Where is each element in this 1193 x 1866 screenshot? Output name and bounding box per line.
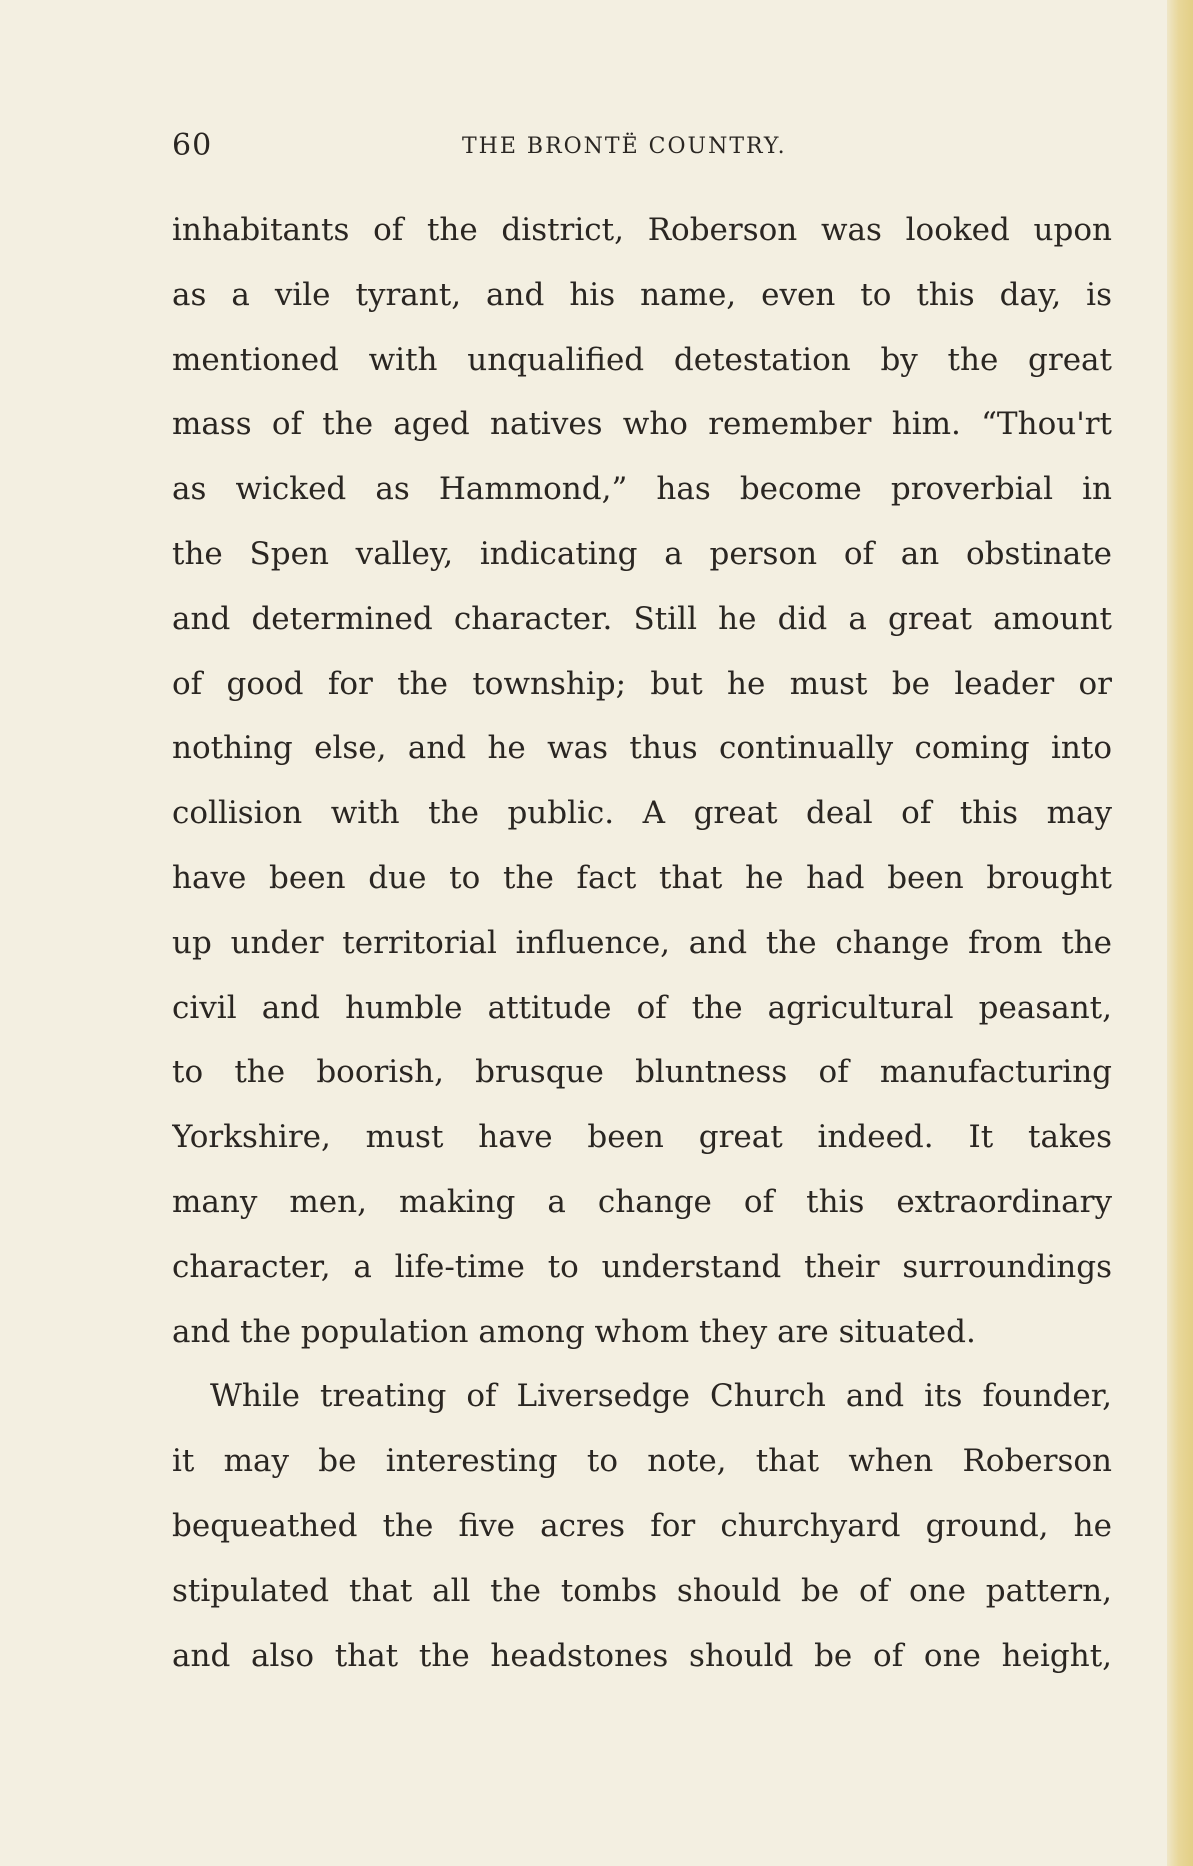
text-line: and the population among whom they are situated.	[172, 1313, 976, 1350]
text-line: have been due to the fact that he had been brought	[172, 859, 1112, 896]
text-line: and also that the headstones should be of one height,	[172, 1637, 1112, 1674]
paragraph-2	[172, 1364, 1112, 1688]
page-edge	[1167, 0, 1193, 1866]
text-line: up under territorial influence, and the change from the	[172, 924, 1112, 961]
text-line: While treating of Liversedge Church and its founder,	[210, 1378, 1112, 1415]
text-line: inhabitants of the district, Roberson was looked upon	[172, 212, 1112, 248]
text-line: of good for the township; but he must be leader or	[172, 665, 1112, 702]
text-line: stipulated that all the tombs should be of one pattern,	[172, 1572, 1112, 1609]
body-text	[172, 198, 1112, 1688]
text-line: many men, making a change of this extraordinary	[172, 1183, 1112, 1220]
text-line: character, a life-time to understand their surroundings	[172, 1248, 1112, 1285]
text-line: as a vile tyrant, and his name, even to this day, is	[172, 276, 1112, 313]
text-line: the Spen valley, indicating a person of an obstinate	[172, 535, 1112, 572]
text-line: Yorkshire, must have been great indeed. It takes	[172, 1119, 1112, 1156]
text-line: bequeathed the five acres for churchyard ground, he	[172, 1507, 1112, 1544]
text-line: to the boorish, brusque bluntness of manufacturing	[172, 1054, 1112, 1091]
text-line: nothing else, and he was thus continually coming into	[172, 730, 1112, 767]
text-line: mentioned with unqualified detestation by the great	[172, 341, 1112, 378]
running-title: THE BRONTË COUNTRY.	[462, 134, 787, 159]
text-line: it may be interesting to note, that when Roberson	[172, 1443, 1112, 1480]
text-line: as wicked as Hammond,” has become proverbial in	[172, 471, 1112, 508]
page-number: 60	[172, 128, 213, 163]
paragraph-1	[172, 198, 1112, 1364]
text-line: collision with the public. A great deal of this may	[172, 795, 1112, 832]
running-head	[172, 128, 1108, 168]
text-line: civil and humble attitude of the agricultural peasant,	[172, 989, 1112, 1026]
text-line: mass of the aged natives who remember him. “Thou'rt	[172, 406, 1112, 443]
text-line: and determined character. Still he did a great amount	[172, 600, 1112, 637]
